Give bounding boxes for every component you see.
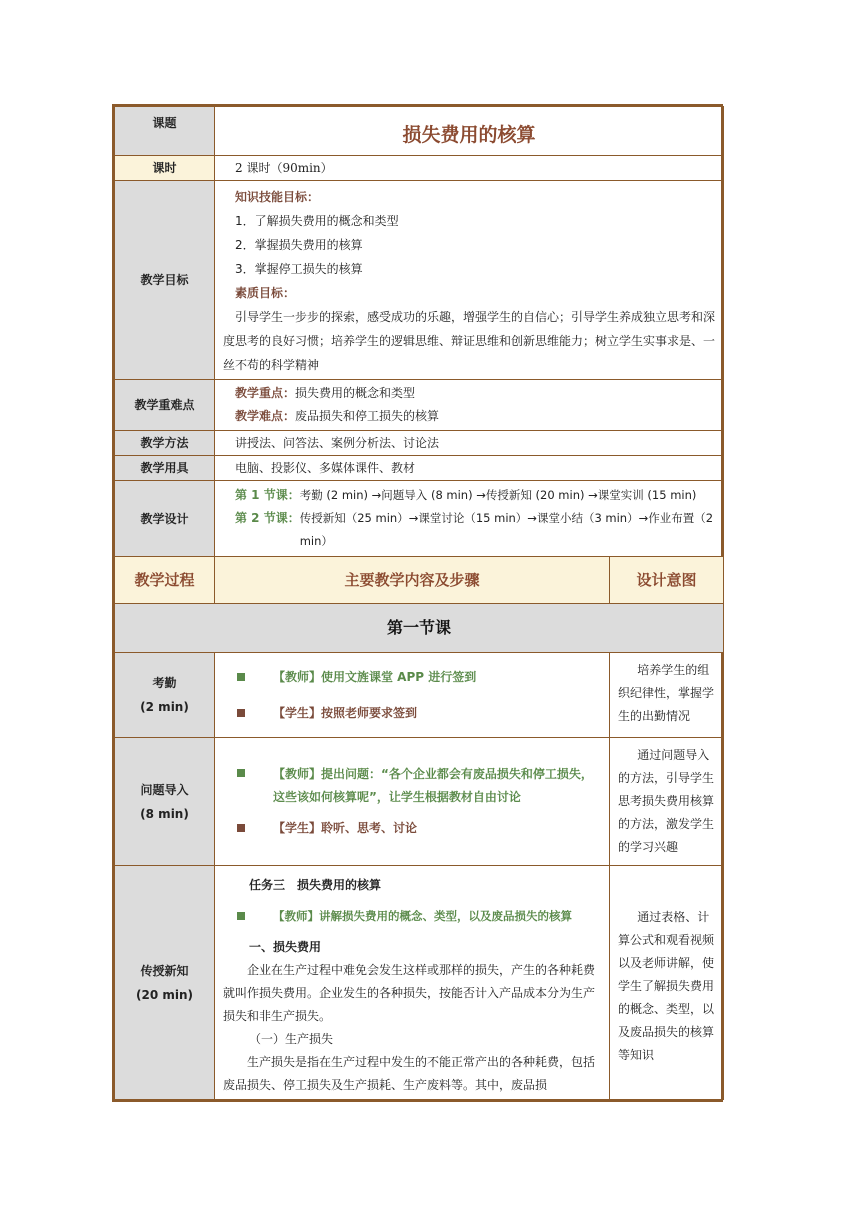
tools-label: 教学用具 bbox=[115, 456, 215, 481]
process-header-col2: 主要教学内容及步骤 bbox=[215, 557, 610, 604]
new-knowledge-teacher: 【教师】讲解损失费用的概念、类型，以及废品损失的核算 bbox=[273, 909, 572, 923]
skill-item: 1．了解损失费用的概念和类型 bbox=[235, 214, 399, 228]
key-points-label: 教学重难点 bbox=[115, 380, 215, 431]
intro-content bbox=[215, 738, 610, 866]
process-header-col1: 教学过程 bbox=[115, 557, 215, 604]
bullet-icon bbox=[237, 673, 245, 681]
attendance-teacher: 【教师】使用文旌课堂 APP 进行签到 bbox=[273, 670, 477, 684]
attendance-label-cell bbox=[115, 653, 215, 738]
intro-time: (8 min) bbox=[140, 806, 189, 821]
paragraph-2: 生产损失是指在生产过程中发生的不能正常产出的各种耗费，包括废品损失、停工损失及生产损耗、生产废料等。其中，废品损 bbox=[223, 1055, 596, 1092]
topic-label: 课题 bbox=[115, 107, 215, 156]
intro-intent: 通过问题导入的方法，引导学生思考损失费用核算的方法，激发学生的学习兴趣 bbox=[610, 738, 724, 866]
quality-heading: 素质目标： bbox=[235, 286, 296, 300]
lesson1-label: 第 1 节课： bbox=[235, 488, 300, 502]
section-title: 第一节课 bbox=[115, 604, 724, 653]
attendance-student: 【学生】按照老师要求签到 bbox=[273, 706, 418, 720]
lesson-plan-table bbox=[112, 104, 723, 1102]
key-points-cell bbox=[215, 380, 724, 431]
new-knowledge-label-cell bbox=[115, 866, 215, 1100]
attendance-label: 考勤 bbox=[152, 676, 177, 690]
new-knowledge-time: (20 min) bbox=[135, 987, 193, 1002]
new-knowledge-label: 传授新知 bbox=[140, 963, 189, 978]
design-cell bbox=[215, 481, 724, 557]
section-heading-2: （一）生产损失 bbox=[249, 1032, 334, 1046]
intro-label-cell bbox=[115, 738, 215, 866]
tools-text: 电脑、投影仪、多媒体课件、教材 bbox=[215, 456, 724, 481]
methods-label: 教学方法 bbox=[115, 431, 215, 456]
key-text: 损失费用的概念和类型 bbox=[295, 386, 416, 400]
lesson1-text: 考勤 (2 min) →问题导入 (8 min) →传授新知 (20 min) →课堂实训 (15 min) bbox=[299, 488, 697, 502]
design-label: 教学设计 bbox=[115, 481, 215, 557]
lesson2-label: 第 2 节课： bbox=[235, 511, 300, 525]
difficult-label: 教学难点： bbox=[235, 409, 296, 423]
key-label: 教学重点： bbox=[235, 386, 296, 400]
bullet-icon bbox=[237, 824, 245, 832]
bullet-icon bbox=[237, 769, 245, 777]
hours-value: 2 课时（90min） bbox=[215, 156, 724, 181]
objectives-label: 教学目标 bbox=[115, 181, 215, 380]
intro-teacher: 【教师】提出问题：“各个企业都会有废品损失和停工损失，这些该如何核算呢”，让学生根据教材自由讨论 bbox=[273, 767, 593, 804]
intro-label: 问题导入 bbox=[140, 782, 189, 797]
bullet-icon bbox=[237, 709, 245, 717]
task-heading: 任务三 损失费用的核算 bbox=[249, 878, 382, 892]
attendance-time: (2 min) bbox=[140, 700, 189, 714]
methods-text: 讲授法、问答法、案例分析法、讨论法 bbox=[215, 431, 724, 456]
new-knowledge-content bbox=[215, 866, 610, 1100]
objectives-cell bbox=[215, 181, 724, 380]
hours-label: 课时 bbox=[115, 156, 215, 181]
skill-heading: 知识技能目标： bbox=[235, 190, 320, 204]
process-header-col3: 设计意图 bbox=[610, 557, 724, 604]
difficult-text: 废品损失和停工损失的核算 bbox=[295, 409, 440, 423]
section-heading-1: 一、损失费用 bbox=[249, 940, 322, 954]
skill-item: 2．掌握损失费用的核算 bbox=[235, 238, 363, 252]
lesson2-text: 传授新知（25 min）→课堂讨论（15 min）→课堂小结（3 min）→作业布置（2 min） bbox=[299, 511, 714, 548]
attendance-content bbox=[215, 653, 610, 738]
attendance-intent: 培养学生的组织纪律性，掌握学生的出勤情况 bbox=[610, 653, 724, 738]
skill-item: 3．掌握停工损失的核算 bbox=[235, 262, 363, 276]
page-title: 损失费用的核算 bbox=[215, 107, 724, 156]
quality-text: 引导学生一步步的探索，感受成功的乐趣，增强学生的自信心；引导学生养成独立思考和深度思考的良好习惯；培养学生的逻辑思维、辩证思维和创新思维能力；树立学生实事求是、一丝不苟的科学精神 bbox=[223, 310, 716, 372]
bullet-icon bbox=[237, 912, 245, 920]
intro-student: 【学生】聆听、思考、讨论 bbox=[273, 821, 418, 835]
paragraph-1: 企业在生产过程中难免会发生这样或那样的损失，产生的各种耗费就叫作损失费用。企业发生的各种损失，按能否计入产品成本分为生产损失和非生产损失。 bbox=[223, 963, 596, 1023]
new-knowledge-intent: 通过表格、计算公式和观看视频以及老师讲解，使学生了解损失费用的概念、类型，以及废品损失的核算等知识 bbox=[610, 866, 724, 1100]
